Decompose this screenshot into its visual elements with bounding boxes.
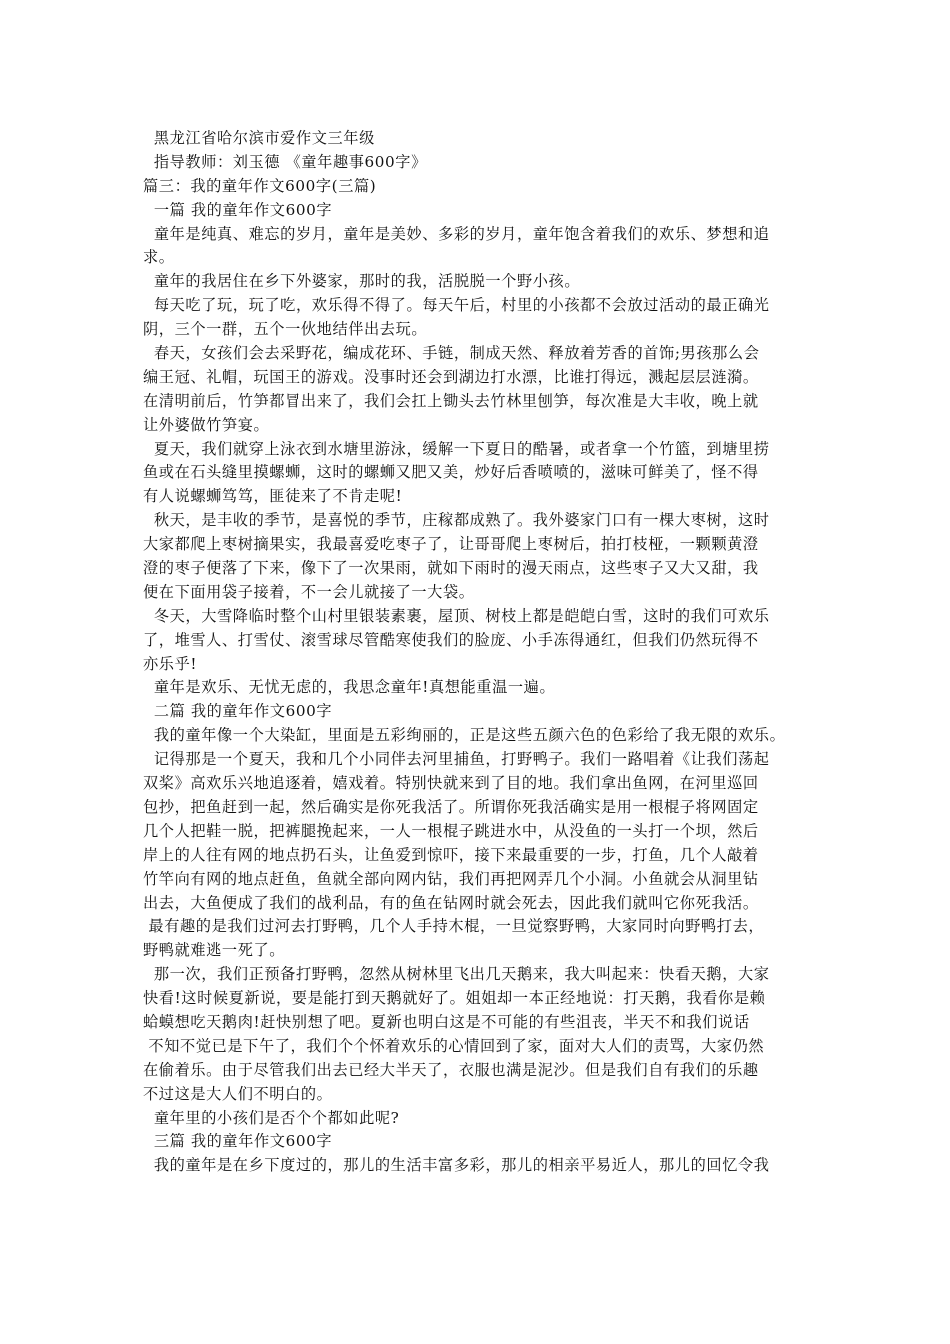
text-line: 黑龙江省哈尔滨市爱作文三年级 [143,129,375,147]
text-line: 二篇 我的童年作文600字 [143,702,333,721]
text-line: 编王冠、礼帽，玩国王的游戏。没事时还会到湖边打水漂，比谁打得远，溅起层层涟漪。 [143,367,759,386]
text-line: 秋天，是丰收的季节，是喜悦的季节，庄稼都成熟了。我外婆家门口有一棵大枣树，这时 [143,511,770,530]
text-line: 包抄，把鱼赶到一起，然后确实是你死我活了。所谓你死我活确实是用一根棍子将网固定 [143,797,759,816]
text-line: 不过这是大人们不明白的。 [143,1084,333,1103]
text-line: 我的童年是在乡下度过的，那儿的生活丰富多彩，那儿的相亲平易近人，那儿的回忆令我 [143,1156,770,1175]
text-line: 指导教师：刘玉德 《童年趣事600字》 [143,152,427,171]
text-line: 最有趣的是我们过河去打野鸭，几个人手持木棍，一旦觉察野鸭，大家同时向野鸭打去， [143,917,765,936]
text-line: 双桨》高欢乐兴地追逐着，嬉戏着。特别快就来到了目的地。我们拿出鱼网，在河里巡回 [143,774,759,793]
text-line: 竹竿向有网的地点赶鱼，鱼就全部向网内钻，我们再把网弄几个小洞。小鱼就会从洞里钻 [143,869,759,888]
text-line: 童年是纯真、难忘的岁月，童年是美妙、多彩的岁月，童年饱含着我们的欢乐、梦想和追 [143,224,770,243]
text-line: 便在下面用袋子接着，不一会儿就接了一大袋。 [143,582,475,601]
text-line: 亦乐乎! [143,654,198,673]
text-line: 童年里的小孩们是否个个都如此呢? [143,1108,400,1127]
text-line: 夏天，我们就穿上泳衣到水塘里游泳，缓解一下夏日的酷暑，或者拿一个竹篮，到塘里捞 [143,439,770,458]
document-body [143,127,810,1178]
text-line: 求。 [143,248,175,267]
text-line: 童年是欢乐、无忧无虑的，我思念童年!真想能重温一遍。 [143,678,556,697]
text-line: 岸上的人往有网的地点扔石头，让鱼爱到惊吓，接下来最重要的一步，打鱼，几个人敲着 [143,845,759,864]
text-line: 冬天，大雪降临时整个山村里银装素裹，屋顶、树枝上都是皑皑白雪，这时的我们可欢乐 [143,606,770,625]
text-line: 篇三：我的童年作文600字(三篇) [143,176,377,195]
text-line: 我的童年像一个大染缸，里面是五彩绚丽的，正是这些五颜六色的色彩给了我无限的欢乐。 [143,726,786,745]
text-line: 蛤蟆想吃天鹅肉!赶快别想了吧。夏新也明白这是不可能的有些沮丧，半天不和我们说话 [143,1012,750,1031]
text-line: 鱼或在石头缝里摸螺蛳，这时的螺蛳又肥又美，炒好后香喷喷的，滋味可鲜美了，怪不得 [143,463,759,482]
text-line: 几个人把鞋一脱，把裤腿挽起来，一人一根棍子跳进水中，从没鱼的一头打一个坝，然后 [143,821,759,840]
text-line: 出去，大鱼便成了我们的战利品，有的鱼在钻网时就会死去，因此我们就叫它你死我活。 [143,893,759,912]
text-line: 有人说螺蛳笃笃，匪徒来了不肯走呢! [143,487,403,506]
text-line: 澄的枣子便落了下来，像下了一次果雨，就如下雨时的漫天雨点，这些枣子又大又甜，我 [143,559,759,578]
text-line: 记得那是一个夏天，我和几个小同伴去河里捕鱼，打野鸭子。我们一路唱着《让我们荡起 [143,750,770,769]
text-line: 在清明前后，竹笋都冒出来了，我们会扛上锄头去竹林里刨笋，每次准是大丰收，晚上就 [143,391,759,410]
text-line: 让外婆做竹笋宴。 [143,415,270,434]
text-line: 春天，女孩们会去采野花，编成花环、手链，制成天然、释放着芳香的首饰;男孩那么会 [143,344,760,363]
text-line: 一篇 我的童年作文600字 [143,200,333,219]
text-line: 阴，三个一群，五个一伙地结伴出去玩。 [143,320,428,339]
text-line: 每天吃了玩，玩了吃，欢乐得不得了。每天午后，村里的小孩都不会放过活动的最正确光 [143,296,770,315]
text-line: 了，堆雪人、打雪仗、滚雪球尽管酷寒使我们的脸庞、小手冻得通红，但我们仍然玩得不 [143,630,759,649]
text-line: 野鸭就难逃一死了。 [143,941,286,960]
text-line: 在偷着乐。由于尽管我们出去已经大半天了，衣服也满是泥沙。但是我们自有我们的乐趣 [143,1060,759,1079]
text-line: 不知不觉已是下午了，我们个个怀着欢乐的心情回到了家，面对大人们的责骂，大家仍然 [143,1036,765,1055]
text-line: 三篇 我的童年作文600字 [143,1132,333,1151]
text-line: 童年的我居住在乡下外婆家，那时的我，活脱脱一个野小孩。 [143,272,581,291]
text-line: 大家都爬上枣树摘果实，我最喜爱吃枣子了，让哥哥爬上枣树后，拍打枝桠，一颗颗黄澄 [143,535,759,554]
text-line: 那一次，我们正预备打野鸭，忽然从树林里飞出几天鹅来，我大叫起来：快看天鹅，大家 [143,965,770,984]
text-line: 快看!这时候夏新说，要是能打到天鹅就好了。姐姐却一本正经地说：打天鹅，我看你是赖 [143,989,766,1008]
